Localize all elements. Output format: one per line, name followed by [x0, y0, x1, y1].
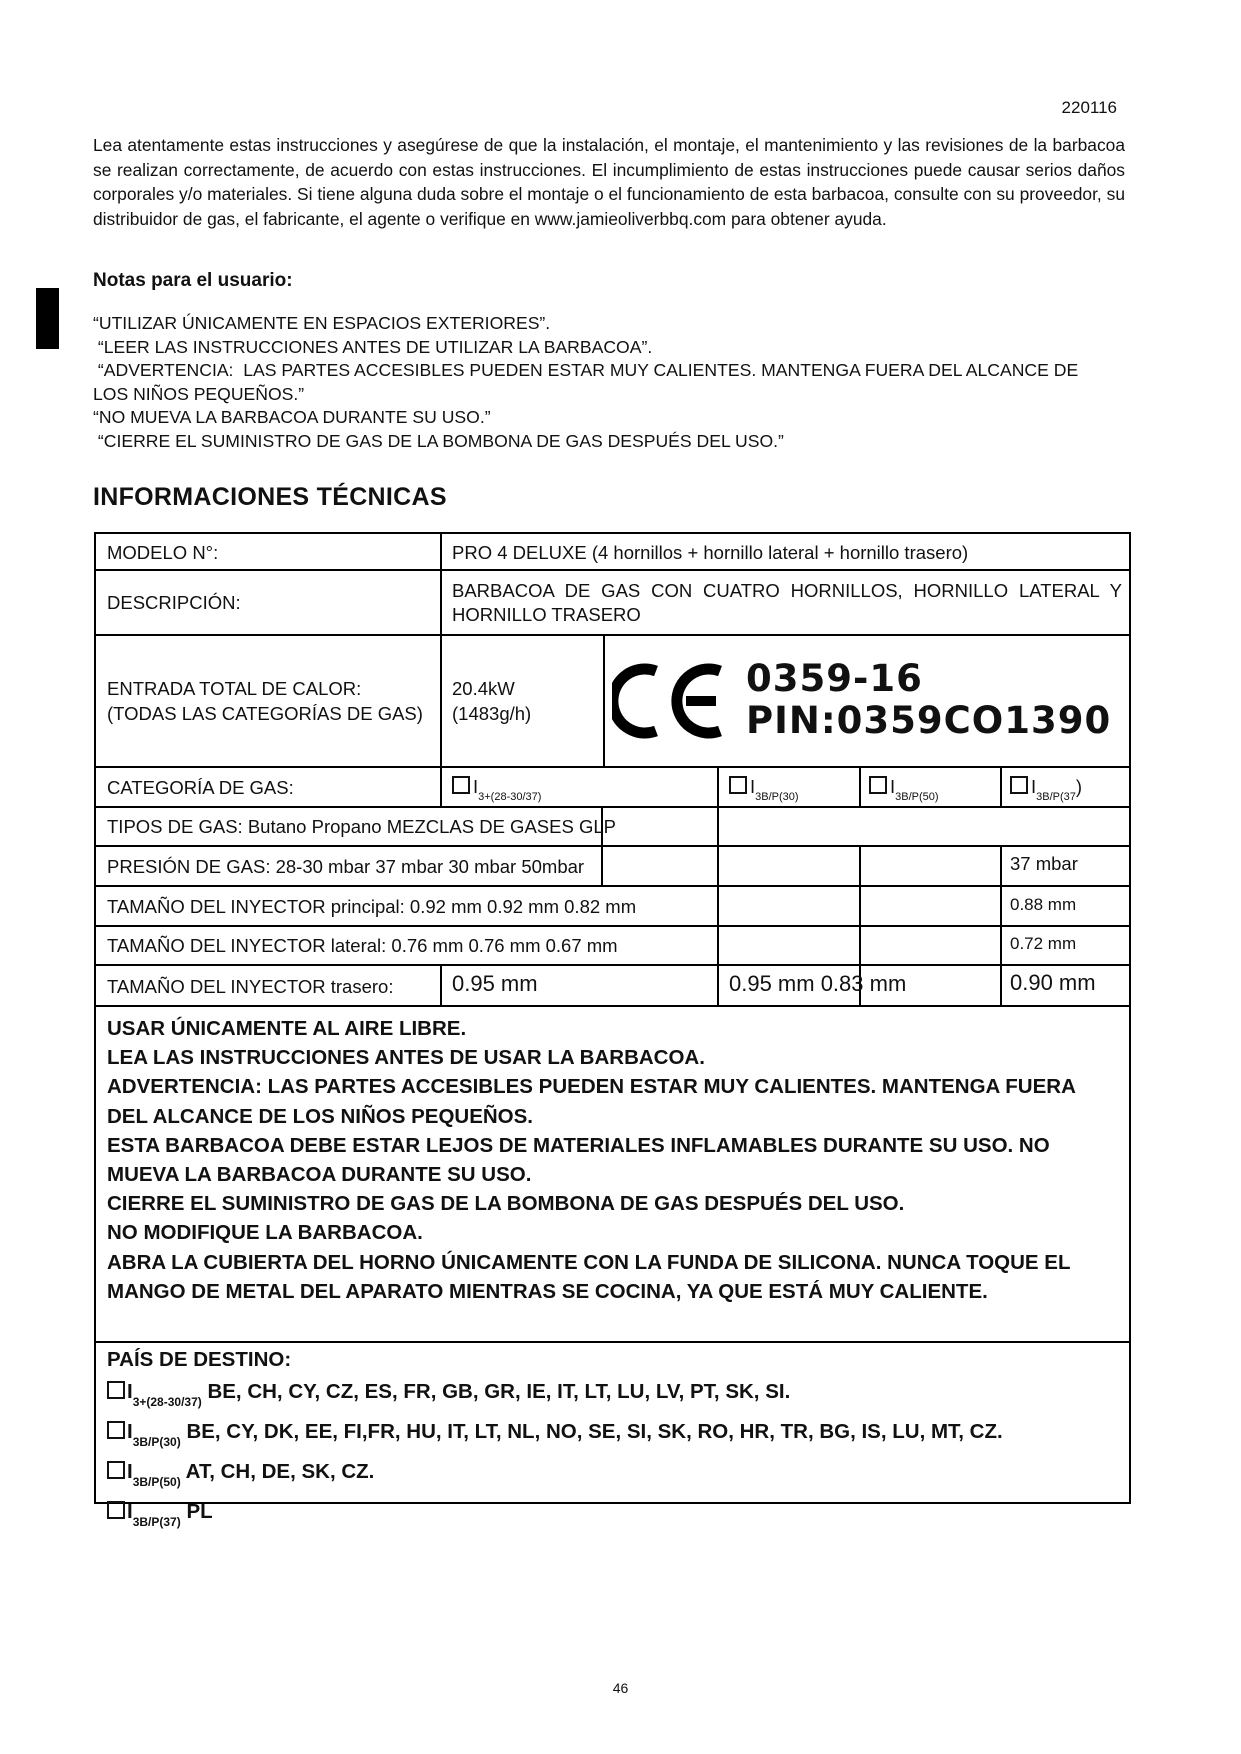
injector-main: TAMAÑO DEL INYECTOR principal: 0.92 mm 0.92 mm 0.82 mm	[107, 896, 637, 917]
destination-list	[107, 1377, 1003, 1537]
section-title: INFORMACIONES TÉCNICAS	[93, 483, 447, 511]
table-rule	[859, 766, 861, 808]
destination-countries: PL	[186, 1500, 213, 1523]
table-rule	[94, 532, 1131, 534]
table-rule	[94, 634, 1131, 636]
injector-rear-last: 0.90 mm	[1010, 970, 1096, 995]
ce-logo-icon	[612, 659, 732, 743]
gas-pressure: PRESIÓN DE GAS: 28-30 mbar 37 mbar 30 mbar 50mbar	[107, 856, 585, 877]
table-rule	[1000, 845, 1002, 1007]
model-label: MODELO N°:	[107, 542, 219, 563]
warning-line: LEA LAS INSTRUCCIONES ANTES DE USAR LA BARBACOA.	[107, 1046, 705, 1070]
checkbox-icon	[1010, 776, 1028, 794]
checkbox-icon	[107, 1461, 125, 1479]
user-note: “LEER LAS INSTRUCCIONES ANTES DE UTILIZAR LA BARBACOA”.	[93, 336, 653, 357]
table-rule	[94, 1005, 1131, 1007]
table-rule	[717, 766, 719, 1007]
table-rule	[94, 766, 1131, 768]
ce-marking	[612, 657, 1112, 743]
table-rule	[603, 634, 605, 768]
checkbox-icon	[729, 776, 747, 794]
table-rule	[94, 806, 1131, 808]
warning-line: NO MODIFIQUE LA BARBACOA.	[107, 1221, 423, 1245]
user-note: “ADVERTENCIA: LAS PARTES ACCESIBLES PUEDEN ESTAR MUY CALIENTES. MANTENGA FUERA DEL ALCANCE DE	[93, 360, 1079, 381]
gas-category-3: $I_{3B/P(50)}$	[869, 776, 939, 808]
table-rule	[94, 532, 96, 1504]
gas-pressure-last: 37 mbar	[1010, 853, 1078, 874]
table-rule	[94, 964, 1131, 966]
injector-rear-value-1: 0.95 mm	[452, 971, 538, 996]
destination-row: $I_{3B/P(37)}$ PL	[107, 1497, 1003, 1537]
injector-rear-value-2: 0.95 mm 0.83 mm	[729, 971, 907, 996]
table-rule	[1000, 766, 1002, 808]
ce-pin-number: PIN:0359CO1390	[746, 699, 1112, 742]
table-rule	[1129, 532, 1131, 1504]
user-note: LOS NIÑOS PEQUEÑOS.”	[93, 383, 305, 404]
intro-paragraph: Lea atentamente estas instrucciones y asegúrese de que la instalación, el montaje, el mantenimiento y las revisiones de la barbacoa se realizan correctamente, de acuerdo con estas instrucciones. El incumplimiento de estas instrucciones puede causar serios daños corporales y/o materiales. Si tiene alguna duda sobre el montaje o el funcionamiento de esta barbacoa, consulte con su proveedor, su distribuidor de gas, el fabricante, el agente o verifique en www.jamieoliverbbq.com para obtener ayuda.	[93, 135, 1125, 229]
checkbox-icon	[869, 776, 887, 794]
heat-input-label-line-2: (TODAS LAS CATEGORÍAS DE GAS)	[107, 703, 423, 724]
warning-line: ADVERTENCIA: LAS PARTES ACCESIBLES PUEDEN ESTAR MUY CALIENTES. MANTENGA FUERA DEL ALCANCE DE LOS NIÑOS PEQUEÑOS.	[107, 1075, 1076, 1128]
table-rule	[94, 845, 1131, 847]
destination-countries: BE, CY, DK, EE, FI,FR, HU, IT, LT, NL, NO, SE, SI, SK, RO, HR, TR, BG, IS, LU, MT, CZ.	[186, 1420, 1003, 1443]
checkbox-icon	[452, 776, 470, 794]
table-rule	[440, 964, 442, 1007]
warning-line: ABRA LA CUBIERTA DEL HORNO ÚNICAMENTE CON LA FUNDA DE SILICONA. NUNCA TOQUE EL MANGO DE METAL DEL APARATO MIENTRAS SE COCINA, YA QUE ESTÁ MUY CALIENTE.	[107, 1250, 1071, 1303]
heat-input-value-kw: 20.4kW	[452, 678, 515, 699]
model-value: PRO 4 DELUXE (4 hornillos + hornillo lateral + hornillo trasero)	[452, 542, 969, 563]
gas-category-4: $I_{3B/P(37}$)	[1010, 776, 1082, 808]
table-rule	[94, 569, 1131, 571]
gas-category-1: $I_{3+(28-30/37)}$	[452, 776, 541, 808]
checkbox-icon	[107, 1501, 125, 1519]
injector-side: TAMAÑO DEL INYECTOR lateral: 0.76 mm 0.76 mm 0.67 mm	[107, 935, 618, 956]
injector-side-last: 0.72 mm	[1010, 934, 1077, 953]
heat-input-value-gh: (1483g/h)	[452, 703, 532, 724]
destination-row: $I_{3B/P(50)}$ AT, CH, DE, SK, CZ.	[107, 1457, 1003, 1497]
gas-category-label: CATEGORÍA DE GAS:	[107, 777, 294, 798]
safety-warnings	[107, 1014, 1117, 1306]
gas-types: TIPOS DE GAS: Butano Propano MEZCLAS DE GASES GLP	[107, 816, 616, 837]
heat-input-label-line-1: ENTRADA TOTAL DE CALOR:	[107, 678, 362, 699]
destination-row: $I_{3+(28-30/37)}$ BE, CH, CY, CZ, ES, FR, GB, GR, IE, IT, LT, LU, LV, PT, SK, SI.	[107, 1377, 1003, 1417]
destination-countries: BE, CH, CY, CZ, ES, FR, GB, GR, IE, IT, LT, LU, LV, PT, SK, SI.	[207, 1380, 791, 1403]
user-note: “UTILIZAR ÚNICAMENTE EN ESPACIOS EXTERIORES”.	[93, 313, 551, 333]
warning-line: USAR ÚNICAMENTE AL AIRE LIBRE.	[107, 1017, 467, 1040]
table-rule	[94, 1341, 1131, 1343]
gas-category-2: $I_{3B/P(30)}$	[729, 776, 799, 808]
destination-row: $I_{3B/P(30)}$ BE, CY, DK, EE, FI,FR, HU, IT, LT, NL, NO, SE, SI, SK, RO, HR, TR, BG, IS, LU, MT, CZ.	[107, 1417, 1003, 1457]
user-note: “CIERRE EL SUMINISTRO DE GAS DE LA BOMBONA DE GAS DESPUÉS DEL USO.”	[93, 430, 784, 451]
table-rule	[440, 532, 442, 808]
user-notes-heading: Notas para el usuario:	[93, 270, 293, 291]
user-notes-list	[93, 312, 1138, 454]
table-rule	[94, 885, 1131, 887]
warning-line: CIERRE EL SUMINISTRO DE GAS DE LA BOMBONA DE GAS DESPUÉS DEL USO.	[107, 1192, 905, 1216]
section-tab-marker	[36, 288, 59, 349]
injector-main-last: 0.88 mm	[1010, 895, 1077, 914]
user-note: “NO MUEVA LA BARBACOA DURANTE SU USO.”	[93, 407, 491, 428]
injector-rear-label: TAMAÑO DEL INYECTOR trasero:	[107, 976, 394, 997]
ce-notified-body-number: 0359-16	[746, 657, 923, 700]
destination-heading: PAÍS DE DESTINO:	[107, 1348, 292, 1371]
checkbox-icon	[107, 1381, 125, 1399]
document-code: 220116	[1061, 98, 1117, 117]
table-rule	[94, 925, 1131, 927]
checkbox-icon	[107, 1421, 125, 1439]
description-label: DESCRIPCIÓN:	[107, 592, 241, 613]
destination-countries: AT, CH, DE, SK, CZ.	[185, 1460, 375, 1483]
description-value-line-1: BARBACOA DE GAS CON CUATRO HORNILLOS, HORNILLO LATERAL Y	[452, 580, 1122, 601]
page-number: 46	[612, 1680, 629, 1696]
description-value-line-2: HORNILLO TRASERO	[452, 604, 641, 625]
warning-line: ESTA BARBACOA DEBE ESTAR LEJOS DE MATERIALES INFLAMABLES DURANTE SU USO. NO MUEVA LA BARBACOA DURANTE SU USO.	[107, 1133, 1050, 1187]
